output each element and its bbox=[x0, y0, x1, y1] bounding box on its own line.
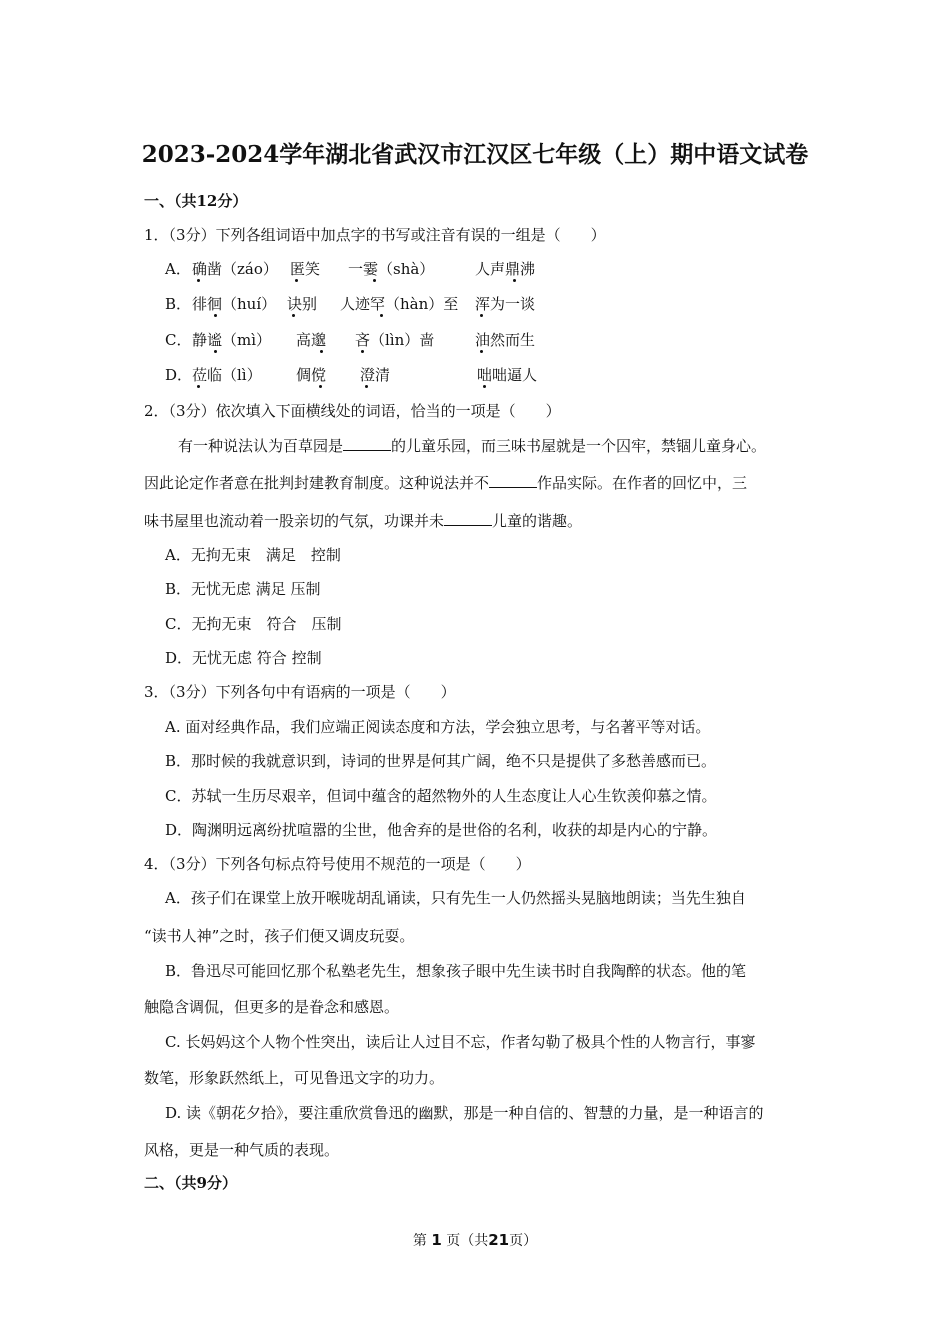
q1-c-word2: 高邈 bbox=[296, 331, 327, 349]
q1-d-word3: 澄清 bbox=[360, 366, 391, 384]
q4-option-c-line2: 数笔，形象跃然纸上，可见鲁迅文字的功力。 bbox=[144, 1069, 445, 1087]
q4-option-b-line1: B．鲁迅尽可能回忆那个私塾老先生，想象孩子眼中先生读书时自我陶醉的状态。他的笔 bbox=[165, 962, 747, 980]
q4-option-d-line1: D. 读《朝花夕拾》，要注重欣赏鲁迅的幽默，那是一种自信的、智慧的力量，是一种语言的 bbox=[165, 1104, 764, 1122]
question-1-stem: 1．（3分）下列各组词语中加点字的书写或注音有误的一组是（ ） bbox=[144, 226, 606, 244]
q3-option-c: C．苏轼一生历尽艰辛，但词中蕴含的超然物外的人生态度让人心生钦羡仰慕之情。 bbox=[165, 787, 717, 805]
fill-blank[interactable] bbox=[489, 473, 537, 488]
q1-d-word2: 倜傥 bbox=[296, 366, 327, 384]
section-heading-1: 一、（共12分） bbox=[144, 192, 248, 210]
q1-b-word3: 人迹罕（hàn）至 bbox=[340, 295, 459, 313]
q1-a-word4: 人声鼎沸 bbox=[475, 260, 536, 278]
question-3-stem: 3．（3分）下列各句中有语病的一项是（ ） bbox=[144, 683, 456, 701]
q3-option-b: B．那时候的我就意识到，诗词的世界是何其广阔，绝不只是提供了多愁善感而已。 bbox=[165, 752, 717, 770]
q1-a-word2: 匿笑 bbox=[290, 260, 321, 278]
emphasis-dot bbox=[366, 368, 367, 382]
page-total: 21 bbox=[488, 1231, 510, 1249]
q2-option-c: C．无拘无束 符合 压制 bbox=[165, 615, 342, 633]
page-title: 2023-2024学年湖北省武汉市江汉区七年级（上）期中语文试卷 bbox=[141, 141, 809, 168]
emphasis-dot bbox=[484, 368, 485, 382]
q2-option-a: A．无拘无束 满足 控制 bbox=[165, 546, 341, 564]
page-number: 1 bbox=[431, 1231, 442, 1249]
q3-option-a: A. 面对经典作品，我们应端正阅读态度和方法，学会独立思考，与名著平等对话。 bbox=[165, 718, 711, 736]
q1-b-word4: 浑为一谈 bbox=[475, 295, 536, 313]
emphasis-dot bbox=[381, 297, 382, 311]
question-4-stem: 4．（3分）下列各句标点符号使用不规范的一项是（ ） bbox=[144, 855, 531, 873]
q1-c-word3: 吝（lìn）啬 bbox=[355, 331, 435, 349]
fill-blank[interactable] bbox=[444, 511, 492, 526]
q4-option-c-line1: C. 长妈妈这个人物个性突出，读后让人过目不忘，作者勾勒了极具个性的人物言行，事寥 bbox=[165, 1033, 756, 1051]
emphasis-dot bbox=[374, 262, 375, 276]
q2-option-b: B．无忧无虑 满足 压制 bbox=[165, 580, 321, 598]
emphasis-dot bbox=[320, 368, 321, 382]
emphasis-dot bbox=[215, 333, 216, 347]
q4-option-d-line2: 风格，更是一种气质的表现。 bbox=[144, 1141, 340, 1159]
q1-d-word1: 莅临（lì） bbox=[192, 366, 262, 384]
emphasis-dot bbox=[215, 297, 216, 311]
q2-passage-line2: 因此论定作者意在批判封建教育制度。这种说法并不 作品实际。在作者的回忆中，三 bbox=[144, 474, 748, 492]
emphasis-dot bbox=[362, 333, 363, 347]
emphasis-dot bbox=[481, 333, 482, 347]
q1-c-word1: 静谧（mì） bbox=[192, 331, 272, 349]
q1-b-word2: 诀别 bbox=[287, 295, 318, 313]
emphasis-dot bbox=[514, 262, 515, 276]
q4-option-b-line2: 触隐含调侃，但更多的是眷念和感恩。 bbox=[144, 998, 400, 1016]
q4-option-a-line2: “读书人神”之时，孩子们便又调皮玩耍。 bbox=[144, 927, 415, 945]
emphasis-dot bbox=[321, 333, 322, 347]
q3-option-d: D．陶渊明远离纷扰喧嚣的尘世，他舍弃的是世俗的名利，收获的却是内心的宁静。 bbox=[165, 821, 718, 839]
question-2-stem: 2．（3分）依次填入下面横线处的词语，恰当的一项是（ ） bbox=[144, 402, 561, 420]
exam-page: 2023-2024学年湖北省武汉市江汉区七年级（上）期中语文试卷 一、（共12分） 1．（3分）下列各组词语中加点字的书写或注音有误的一组是（ ） A． 确凿（záo） 匿笑 一霎（shà） 人声鼎沸 B． 徘徊（huí） 诀别 人迹罕（hàn）至 浑为一谈 C． 静谧（mì） 高邈 吝（lìn）啬 油然而生 D． 莅临（lì） 倜傥 澄清 咄咄逼人 2．（3分）依次填入下面横线处的词语，恰当的一项是（ ） 有一种说法认为百草园是 的儿童乐园，而三味书屋就是一个囚牢，禁锢儿童身心。 因此论定作者意在批判封建教育制度。这种说法并不 作品实际。在作者的回忆中，三 味书屋里也流动着一股亲切的气氛，功课并未 儿童的谐趣。 A．无拘无束 满足 控制 B．无忧无虑 满足 压制 C．无拘无束 符合 压制 D．无忧无虑 符合 控制 3．（3分）下列各句中有语病的一项是（ ） A. 面对经典作品，我们应端正阅读态度和方法，学会独立思考，与名著平等对话。 B．那时候的我就意识到，诗词的世界是何其广阔，绝不只是提供了多愁善感而已。 C．苏轼一生历尽艰辛，但词中蕴含的超然物外的人生态度让人心生钦羡仰慕之情。 D．陶渊明远离纷扰喧嚣的尘世，他舍弃的是世俗的名利，收获的却是内心的宁静。 4．（3分）下列各句标点符号使用不规范的一项是（ ） A．孩子们在课堂上放开喉咙胡乱诵读，只有先生一人仍然摇头晃脑地朗读；当先生独自 “读书人神”之时，孩子们便又调皮玩耍。 B．鲁迅尽可能回忆那个私塾老先生，想象孩子眼中先生读书时自我陶醉的状态。他的笔 触隐含调侃，但更多的是眷念和感恩。 C. 长妈妈这个人物个性突出，读后让人过目不忘，作者勾勒了极具个性的人物言行，事寥 数笔，形象跃然纸上，可见鲁迅文字的功力。 D. 读《朝花夕拾》，要注重欣赏鲁迅的幽默，那是一种自信的、智慧的力量，是一种语言的 风格，更是一种气质的表现。 二、（共9分） 第 1 页（共21页） bbox=[0, 0, 950, 1344]
q1-b-word1: 徘徊（huí） bbox=[192, 295, 277, 313]
fill-blank[interactable] bbox=[343, 436, 391, 451]
emphasis-dot bbox=[198, 368, 199, 382]
q1-a-word3: 一霎（shà） bbox=[348, 260, 435, 278]
q2-passage-line3: 味书屋里也流动着一股亲切的气氛，功课并未 儿童的谐趣。 bbox=[144, 512, 583, 530]
q2-option-d: D．无忧无虑 符合 控制 bbox=[165, 649, 322, 667]
q1-c-word4: 油然而生 bbox=[475, 331, 536, 349]
emphasis-dot bbox=[296, 262, 297, 276]
page-footer: 第 1 页（共21页） bbox=[412, 1231, 538, 1249]
q1-d-word4: 咄咄逼人 bbox=[477, 366, 538, 384]
emphasis-dot bbox=[198, 262, 199, 276]
q2-passage-line1: 有一种说法认为百草园是 的儿童乐园，而三味书屋就是一个囚牢，禁锢儿童身心。 bbox=[178, 437, 767, 455]
q1-a-word1: 确凿（záo） bbox=[192, 260, 278, 278]
emphasis-dot bbox=[481, 297, 482, 311]
q4-option-a-line1: A．孩子们在课堂上放开喉咙胡乱诵读，只有先生一人仍然摇头晃脑地朗读；当先生独自 bbox=[165, 889, 746, 907]
emphasis-dot bbox=[293, 297, 294, 311]
section-heading-2: 二、（共9分） bbox=[144, 1174, 237, 1192]
